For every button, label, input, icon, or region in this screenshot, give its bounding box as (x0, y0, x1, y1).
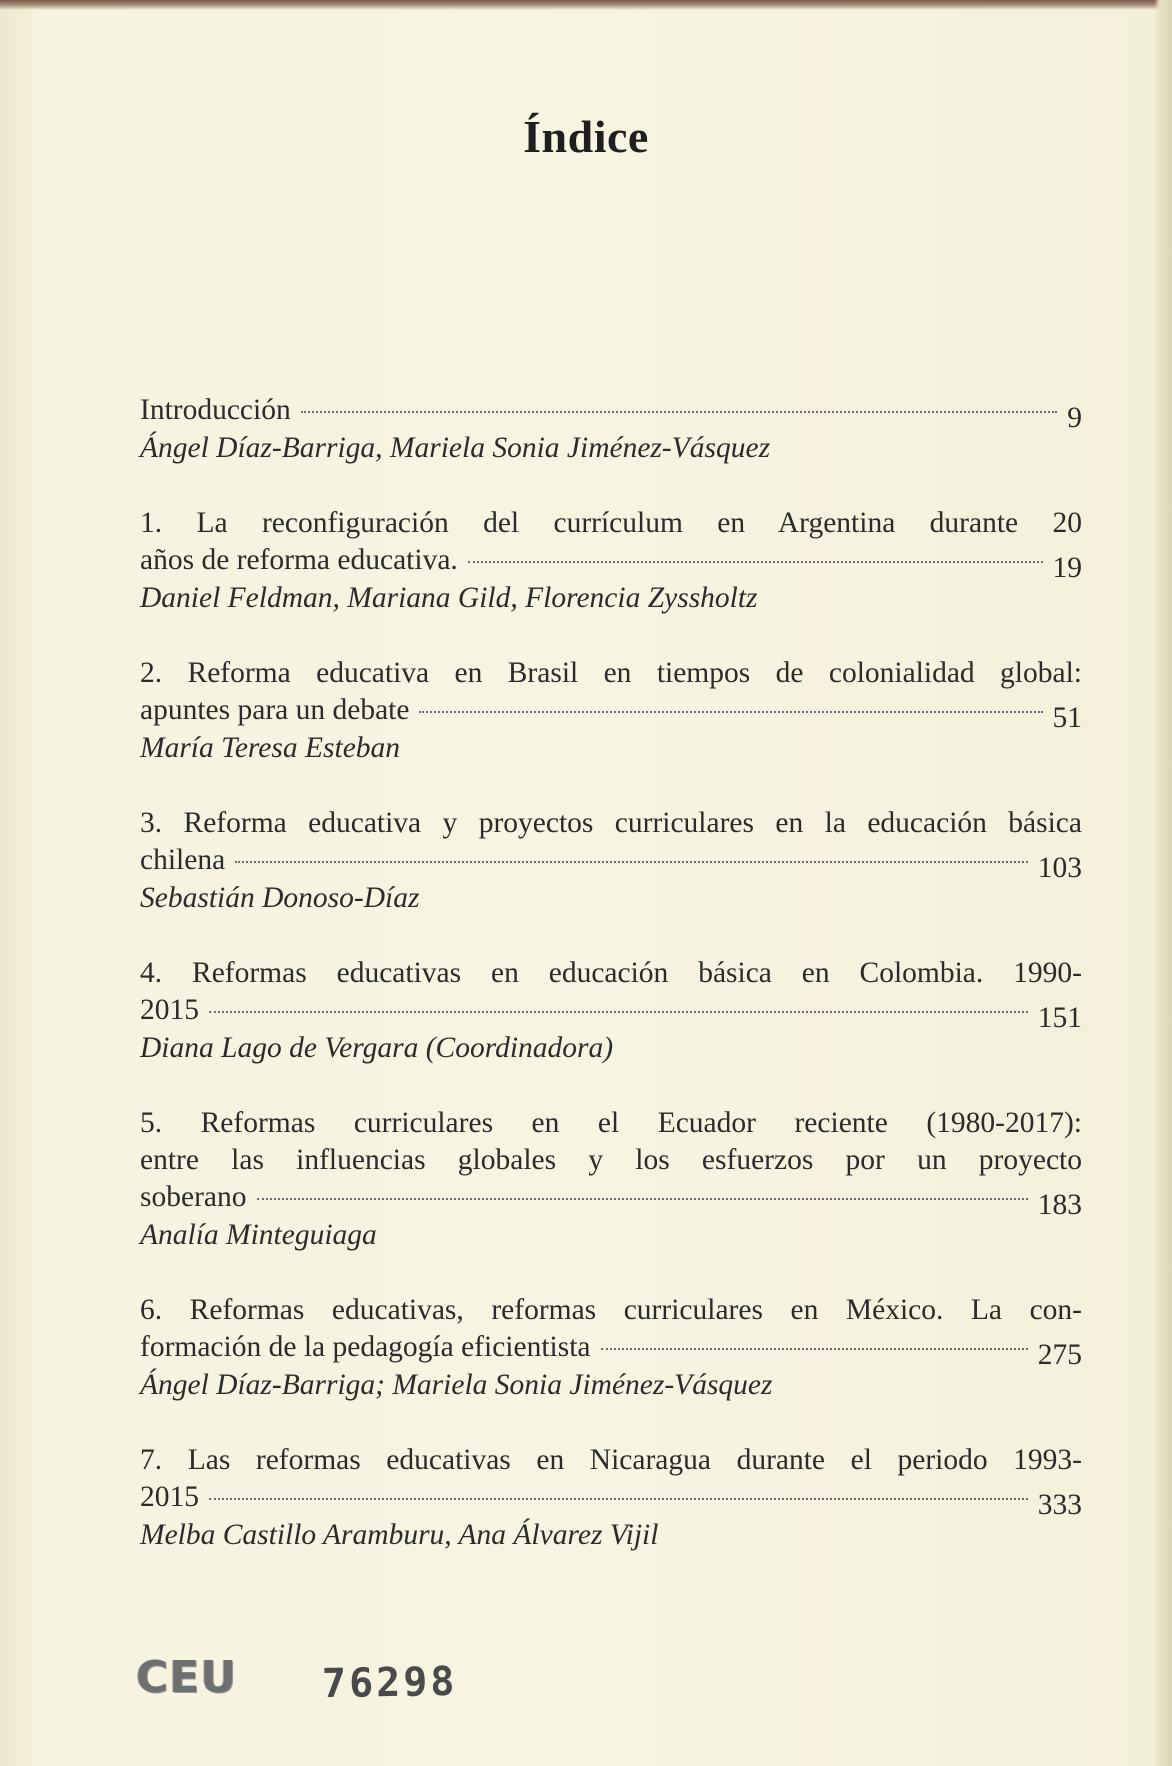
toc-entry-leader-line (140, 1329, 1082, 1371)
toc-entry-title-line: 6. Reformas educativas, reformas curriculares en México. La con- (140, 1294, 1082, 1326)
toc-entry (140, 1105, 1082, 1254)
toc-entry-authors: Ángel Díaz-Barriga, Mariela Sonia Jiménez-Vásquez (140, 432, 771, 464)
toc-entry-title-line: 5. Reformas curriculares en el Ecuador reciente (1980-2017): (140, 1107, 1082, 1139)
dot-leader (209, 1010, 1028, 1013)
dot-leader (601, 1347, 1028, 1350)
toc-page-number: 333 (1037, 1489, 1082, 1521)
toc-entry-title-line: 2. Reforma educativa en Brasil en tiempos de colonialidad global: (140, 657, 1082, 689)
toc-entry-title-last-line: chilena (140, 844, 226, 876)
toc-entry-authors: Diana Lago de Vergara (Coordinadora) (140, 1032, 614, 1064)
toc-entry-leader-line (140, 1479, 1082, 1521)
toc-entry-authors: Ángel Díaz-Barriga; Mariela Sonia Jiménez-Vásquez (140, 1369, 773, 1401)
dot-leader (301, 410, 1058, 413)
toc-page-number: 51 (1052, 702, 1082, 734)
toc-entry (140, 1292, 1082, 1404)
toc-entry-title-last-line: soberano (140, 1181, 247, 1213)
toc-page-number: 275 (1037, 1339, 1082, 1371)
page-title: Índice (523, 111, 649, 162)
toc-entry (140, 955, 1082, 1067)
toc-entry-title-line: 1. La reconfiguración del currículum en Argentina durante 20 (140, 507, 1082, 539)
dot-leader (209, 1497, 1028, 1500)
toc-entry-authors: Analía Minteguiaga (140, 1219, 377, 1251)
toc-entry (140, 1442, 1082, 1554)
toc-entry-authors: María Teresa Esteban (140, 732, 401, 764)
toc-entry-leader-line (140, 542, 1082, 584)
toc-page-number: 183 (1037, 1189, 1082, 1221)
dot-leader (419, 710, 1042, 713)
toc-entry-authors: Sebastián Donoso-Díaz (140, 882, 420, 914)
toc-entry (140, 655, 1082, 767)
toc-entry-title-line: entre las influencias globales y los esfuerzos por un proyecto (140, 1144, 1082, 1176)
toc-page-number: 9 (1067, 402, 1082, 434)
toc-entry-title-last-line: Introducción (140, 394, 291, 426)
toc-entry-leader-line (140, 992, 1082, 1034)
toc-entry-leader-line (140, 842, 1082, 884)
toc-entry-title-last-line: formación de la pedagogía eficientista (140, 1331, 591, 1363)
dot-leader (257, 1197, 1028, 1200)
toc-entry-title-last-line: años de reforma educativa. (140, 544, 458, 576)
toc-entry-leader-line (140, 392, 1082, 434)
dot-leader (235, 860, 1028, 863)
page-top-edge (0, 0, 1172, 10)
library-stamp-number: 76298 (321, 1658, 458, 1708)
toc-entry-title-last-line: 2015 (140, 1481, 199, 1513)
dot-leader (468, 560, 1043, 563)
toc-entry-leader-line (140, 692, 1082, 734)
toc-entry-title-last-line: apuntes para un debate (140, 694, 410, 726)
toc-entry-title-line: 7. Las reformas educativas en Nicaragua durante el periodo 1993- (140, 1444, 1082, 1476)
toc-entry (140, 392, 1082, 467)
toc-entry-authors: Melba Castillo Aramburu, Ana Álvarez Vijil (140, 1519, 659, 1551)
toc-entry-authors: Daniel Feldman, Mariana Gild, Florencia Zyssholtz (140, 582, 758, 614)
toc-entry (140, 505, 1082, 617)
page-right-edge (1154, 0, 1172, 1766)
toc-entry-leader-line (140, 1179, 1082, 1221)
library-stamp: CEU (136, 1652, 238, 1703)
toc-page-number: 151 (1037, 1002, 1082, 1034)
toc-entry-title-last-line: 2015 (140, 994, 199, 1026)
toc-entry-title-line: 3. Reforma educativa y proyectos curriculares en la educación básica (140, 807, 1082, 839)
table-of-contents (140, 392, 1082, 1592)
toc-page-number: 103 (1037, 852, 1082, 884)
toc-entry (140, 805, 1082, 917)
toc-entry-title-line: 4. Reformas educativas en educación básica en Colombia. 1990- (140, 957, 1082, 989)
toc-page-number: 19 (1052, 552, 1082, 584)
